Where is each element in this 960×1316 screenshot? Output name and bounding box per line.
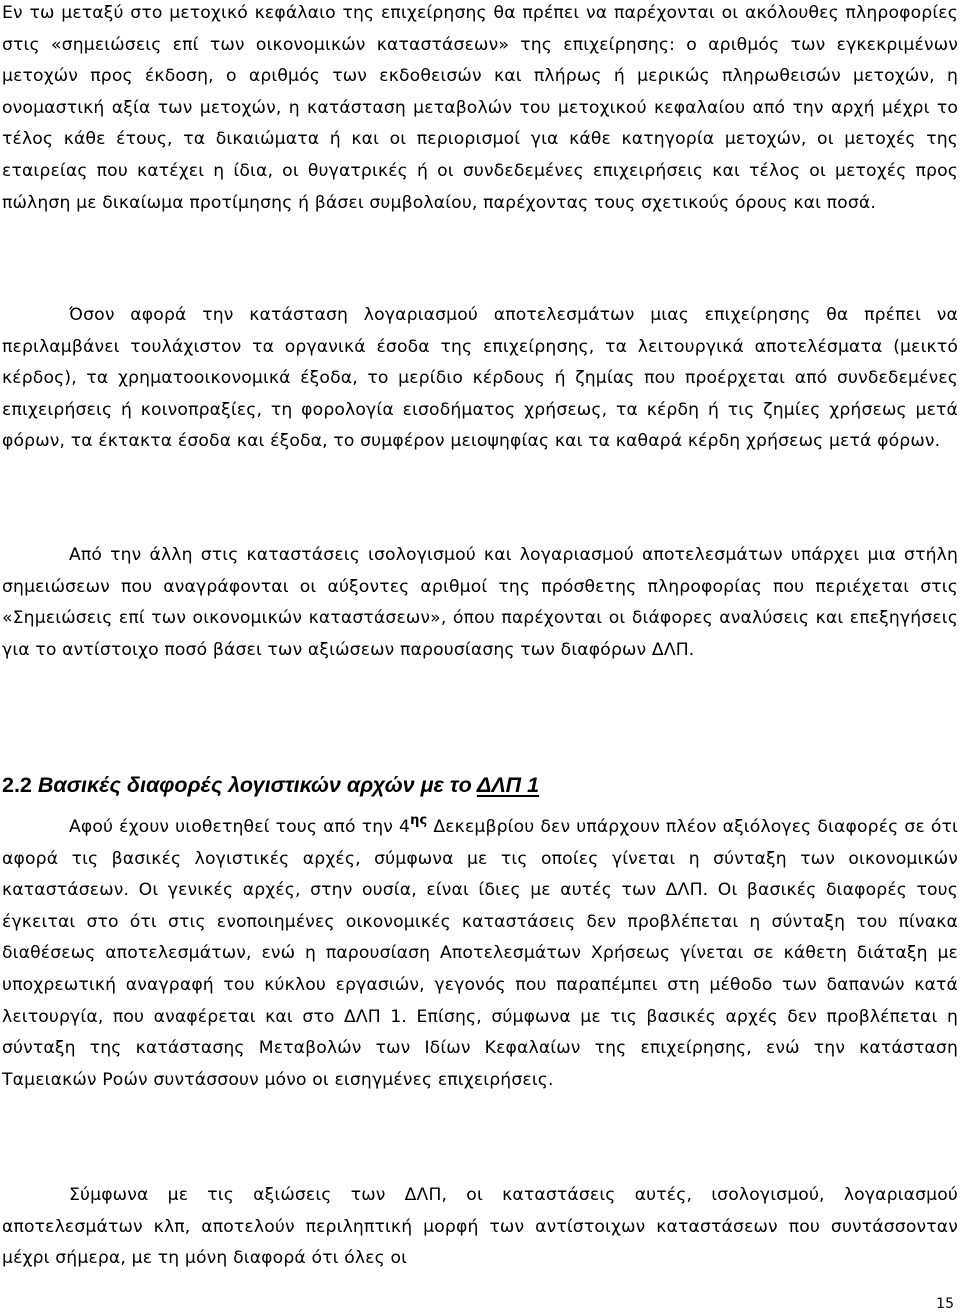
page-number: 15 xyxy=(936,1296,954,1312)
paragraph-4-start: Αφού έχουν υιοθετηθεί τους από την 4 xyxy=(69,817,411,837)
ordinal-superscript: ης xyxy=(410,813,428,828)
paragraph-share-capital-notes: Εν τω μεταξύ στο μετοχικό κεφάλαιο της επιχείρησης θα πρέπει να παρέχονται οι ακόλουθες πληροφορίες στις «σημειώσεις επί των οικονομικών καταστάσεων» της επιχείρησης: ο αριθμός των εγκεκριμένων μετοχών προς έκδοση, ο αριθμός των εκδοθεισών και πλήρως ή μερικώς πληρωθεισών μετοχών, η ονομαστική αξία των μετοχών, η κατάσταση μεταβολών του μετοχικού κεφαλαίου από την αρχή μέχρι το τέλος κάθε έτους, τα δικαιώματα ή και οι περιορισμοί για κάθε κατηγορία μετοχών, οι μετοχές της εταιρείας που κατέχει η ίδια, οι θυγατρικές ή οι συνδεδεμένες επιχειρήσεις και τέλος οι μετοχές προς πώληση με δικαίωμα προτίμησης ή βάσει συμβολαίου, παρέχοντας τους σχετικούς όρους και ποσά. xyxy=(2,3,958,213)
paragraph-notes-column: Από την άλλη στις καταστάσεις ισολογισμού και λογαριασμού αποτελεσμάτων υπάρχει μια στήλη σημειώσεων που αναγράφονται οι αύξοντες αριθμοί της πρόσθετης πληροφορίας που περιέχεται στις «Σημειώσεις επί των οικονομικών καταστάσεων», όπου παρέχονται οι διάφορες αναλύσεις και επεξηγήσεις για το αντίστοιχο ποσό βάσει των αξιώσεων παρουσίασης των διαφόρων ΔΛΠ. xyxy=(2,545,958,660)
section-number: 2.2 xyxy=(2,773,32,797)
section-title-underlined: ΔΛΠ 1 xyxy=(476,773,540,797)
section-heading xyxy=(2,770,539,800)
paragraph-basic-differences xyxy=(2,812,958,1096)
paragraph-income-statement: Όσον αφορά την κατάσταση λογαριασμού αποτελεσμάτων μιας επιχείρησης θα πρέπει να περιλαμβάνει τουλάχιστον τα οργανικά έσοδα της επιχείρησης, τα λειτουργικά αποτελέσματα (μεικτό κέρδος), τα χρηματοοικονομικά έξοδα, το μερίδιο κέρδους ή ζημίας που προέρχεται από συνδεδεμένες επιχειρήσεις ή κοινοπραξίες, τη φορολογία εισοδήματος χρήσεως, τα κέρδη ή τις ζημίες χρήσεως μετά φόρων, τα έκτακτα έσοδα και έξοδα, το συμφέρον μειοψηφίας και τα καθαρά κέρδη χρήσεως μετά φόρων. xyxy=(2,305,958,452)
paragraph-4-rest: Δεκεμβρίου δεν υπάρχουν πλέον αξιόλογες διαφορές σε ότι αφορά τις βασικές λογιστικές αρχές, σύμφωνα με τις οποίες γίνεται η σύνταξη των οικονομικών καταστάσεων. Οι γενικές αρχές, στην ουσία, είναι ίδιες με αυτές των ΔΛΠ. Οι βασικές διαφορές τους έγκειται στο ότι στις ενοποιημένες οικονομικές καταστάσεις δεν προβλέπεται η σύνταξη του πίνακα διαθέσεως αποτελεσμάτων, ενώ η παρουσίαση Αποτελεσμάτων Χρήσεως γίνεται σε κάθετη διάταξη με υποχρεωτική αναγραφή του κύκλου εργασιών, γεγονός που παραπέμπει στη μέθοδο των δαπανών κατά λειτουργία, που αναφέρεται και στο ΔΛΠ 1. Επίσης, σύμφωνα με τις βασικές αρχές δεν προβλέπεται η σύνταξη της κατάστασης Μεταβολών των Ιδίων Κεφαλαίων της επιχείρησης, ενώ την κατάσταση Ταμειακών Ροών συντάσσουν μόνο οι εισηγμένες επιχειρήσεις. xyxy=(2,817,959,1090)
paragraph-ias-requirements: Σύμφωνα με τις αξιώσεις των ΔΛΠ, οι καταστάσεις αυτές, ισολογισμού, λογαριασμού αποτελεσμάτων κλπ, αποτελούν περιληπτική μορφή των αντίστοιχων καταστάσεων που συντάσσονταν μέχρι σήμερα, με τη μόνη διαφορά ότι όλες οι xyxy=(2,1185,958,1269)
section-title: Βασικές διαφορές λογιστικών αρχών με το xyxy=(37,773,472,797)
